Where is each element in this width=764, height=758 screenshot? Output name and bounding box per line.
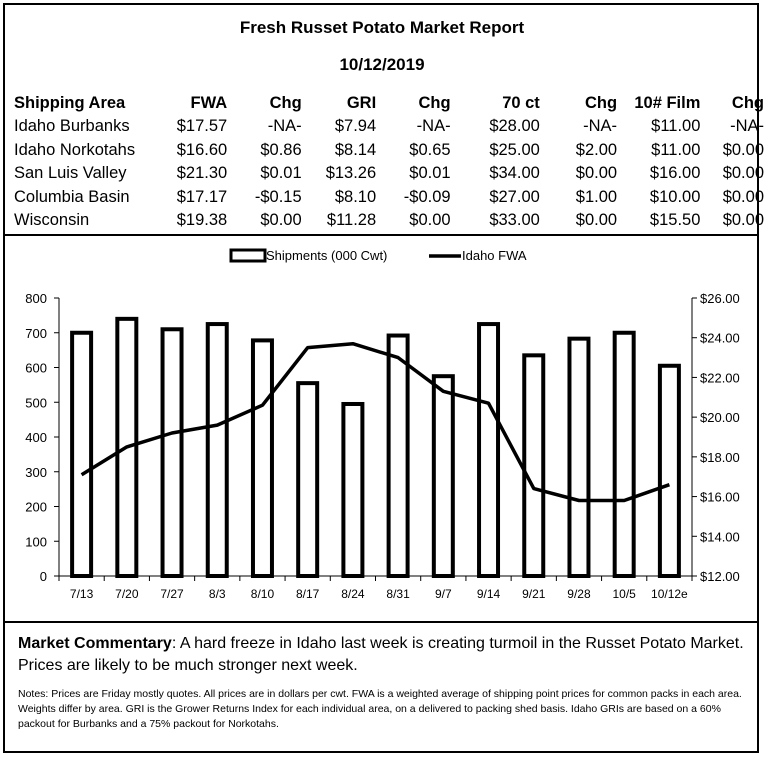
legend-label-shipments: Shipments (000 Cwt) bbox=[266, 248, 388, 263]
table-row bbox=[14, 162, 764, 186]
header-gri: GRI bbox=[346, 93, 377, 112]
right-tick-label: $14.00 bbox=[700, 529, 740, 545]
report-date: 10/12/2019 bbox=[339, 55, 425, 74]
table-cell: $0.00 bbox=[409, 211, 451, 230]
table-cell: $33.00 bbox=[489, 211, 540, 230]
shipment-bar bbox=[163, 329, 182, 576]
header-10lb-film-chg: Chg bbox=[731, 93, 764, 112]
x-tick-label: 10/5 bbox=[612, 587, 636, 601]
table-cell: $34.00 bbox=[489, 164, 540, 183]
left-tick-label: 300 bbox=[25, 464, 47, 480]
table-cell: Idaho Burbanks bbox=[14, 117, 130, 136]
table-cell: $11.00 bbox=[651, 117, 701, 136]
table-cell: $0.00 bbox=[722, 164, 764, 183]
table-cell: $11.28 bbox=[326, 211, 377, 230]
table-cell: $15.50 bbox=[649, 211, 701, 230]
shipment-bar bbox=[569, 339, 588, 576]
shipments-fwa-chart bbox=[5, 236, 758, 621]
table-cell: $17.57 bbox=[176, 117, 228, 136]
table-cell: $0.86 bbox=[260, 140, 302, 159]
header-fwa: FWA bbox=[190, 93, 228, 112]
table-cell: $0.65 bbox=[409, 140, 451, 159]
x-tick-label: 8/17 bbox=[295, 587, 320, 601]
right-tick-label: $20.00 bbox=[700, 410, 740, 426]
x-tick-label: 8/31 bbox=[386, 587, 410, 601]
shipment-bar bbox=[72, 333, 91, 576]
table-cell: $10.00 bbox=[649, 187, 701, 206]
left-tick-label: 100 bbox=[25, 534, 47, 550]
header-fwa-chg: Chg bbox=[269, 93, 302, 112]
table-cell: $0.00 bbox=[722, 140, 764, 159]
table-cell: -$0.09 bbox=[403, 187, 451, 206]
table-cell: $0.00 bbox=[575, 211, 618, 230]
x-tick-label: 9/28 bbox=[567, 587, 591, 601]
table-cell: -NA- bbox=[730, 117, 764, 136]
left-tick-label: 700 bbox=[25, 325, 47, 341]
x-tick-label: 7/27 bbox=[160, 587, 184, 601]
shipment-bar bbox=[208, 324, 227, 576]
legend-label-fwa: Idaho FWA bbox=[462, 248, 527, 263]
table-cell: $8.14 bbox=[334, 140, 377, 159]
table-cell: $0.00 bbox=[260, 211, 302, 230]
table-cell: Wisconsin bbox=[14, 211, 90, 230]
right-tick-label: $26.00 bbox=[700, 291, 740, 306]
header-10lb-film: 10# Film bbox=[634, 93, 701, 112]
shipment-bar bbox=[343, 404, 362, 576]
chart-panel bbox=[5, 234, 758, 623]
left-tick-label: 500 bbox=[25, 395, 47, 411]
table-cell: $0.00 bbox=[575, 164, 618, 183]
shipment-bar bbox=[434, 376, 453, 576]
commentary-text: : A hard freeze in Idaho last week is creating turmoil in the Russet Potato Market. Prices are likely to be much stronger next week. bbox=[18, 635, 744, 674]
table-cell: -NA- bbox=[416, 117, 451, 136]
x-tick-label: 8/10 bbox=[250, 587, 275, 601]
price-table-header bbox=[14, 91, 764, 115]
commentary-label: Market Commentary bbox=[18, 635, 172, 652]
table-cell: $11.00 bbox=[651, 140, 701, 159]
price-table bbox=[14, 91, 764, 233]
table-cell: $21.30 bbox=[176, 164, 228, 183]
table-cell: $0.00 bbox=[722, 187, 764, 206]
table-cell: $27.00 bbox=[489, 187, 540, 206]
table-row bbox=[14, 115, 764, 139]
right-tick-label: $24.00 bbox=[700, 330, 740, 346]
table-cell: $19.38 bbox=[176, 211, 228, 230]
table-cell: $8.10 bbox=[334, 187, 377, 206]
x-tick-label: 10/12e bbox=[651, 587, 688, 601]
table-cell: $28.00 bbox=[489, 117, 540, 136]
table-cell: San Luis Valley bbox=[14, 164, 127, 183]
right-tick-label: $22.00 bbox=[700, 370, 740, 386]
table-cell: $7.94 bbox=[334, 117, 377, 136]
table-cell: $13.26 bbox=[325, 164, 377, 183]
x-tick-label: 9/14 bbox=[476, 587, 501, 601]
shipment-bar bbox=[253, 340, 272, 576]
table-cell: Idaho Norkotahs bbox=[14, 140, 136, 159]
table-cell: $17.17 bbox=[176, 187, 228, 206]
x-tick-label: 8/24 bbox=[341, 587, 365, 601]
right-tick-label: $16.00 bbox=[700, 489, 740, 505]
x-tick-label: 9/7 bbox=[434, 587, 452, 601]
table-row bbox=[14, 186, 764, 210]
table-cell: $0.01 bbox=[409, 164, 451, 183]
legend-bar-swatch bbox=[231, 250, 265, 261]
table-row bbox=[14, 209, 764, 233]
left-tick-label: 0 bbox=[39, 569, 47, 584]
left-tick-label: 800 bbox=[25, 291, 47, 306]
header-shipping-area: Shipping Area bbox=[14, 93, 126, 112]
table-cell: -NA- bbox=[267, 117, 302, 136]
table-cell: $16.60 bbox=[176, 140, 228, 159]
right-tick-label: $18.00 bbox=[700, 449, 740, 465]
shipment-bar bbox=[479, 324, 498, 576]
shipment-bar bbox=[389, 336, 408, 576]
left-tick-label: 400 bbox=[25, 430, 47, 445]
table-cell: -$0.15 bbox=[254, 187, 302, 206]
table-cell: $0.00 bbox=[722, 211, 764, 230]
x-tick-label: 9/21 bbox=[522, 587, 546, 601]
shipment-bar bbox=[524, 355, 543, 576]
left-tick-label: 200 bbox=[25, 499, 47, 515]
x-tick-label: 8/3 bbox=[208, 587, 226, 601]
x-tick-label: 7/13 bbox=[69, 587, 94, 601]
shipment-bar bbox=[298, 383, 317, 576]
table-cell: $16.00 bbox=[649, 164, 701, 183]
table-cell: $25.00 bbox=[489, 140, 540, 159]
market-commentary bbox=[18, 633, 748, 677]
header-70ct-chg: Chg bbox=[584, 93, 618, 112]
header-70ct: 70 ct bbox=[502, 93, 540, 112]
table-cell: Columbia Basin bbox=[14, 187, 130, 206]
report-title: Fresh Russet Potato Market Report bbox=[239, 18, 525, 37]
x-tick-label: 7/20 bbox=[115, 587, 139, 601]
header-gri-chg: Chg bbox=[418, 93, 451, 112]
table-cell: $1.00 bbox=[575, 187, 618, 206]
notes: Notes: Prices are Friday mostly quotes. All prices are in dollars per cwt. FWA is a weighted average of shipping point prices for common packs in each area. Weights differ by area. GRI is the Grower Returns Index for each individual area, on a delivered to packing shed basis. Idaho GRIs are based on a 60% packout for Burbanks and a 75% packout for Norkotahs. bbox=[18, 688, 742, 730]
table-cell: $2.00 bbox=[575, 140, 618, 159]
right-tick-label: $12.00 bbox=[700, 569, 740, 584]
table-cell: $0.01 bbox=[260, 164, 302, 183]
table-row bbox=[14, 139, 764, 163]
left-tick-label: 600 bbox=[25, 360, 47, 376]
table-cell: -NA- bbox=[583, 117, 618, 136]
shipment-bar bbox=[615, 333, 634, 576]
shipment-bar bbox=[660, 366, 679, 576]
